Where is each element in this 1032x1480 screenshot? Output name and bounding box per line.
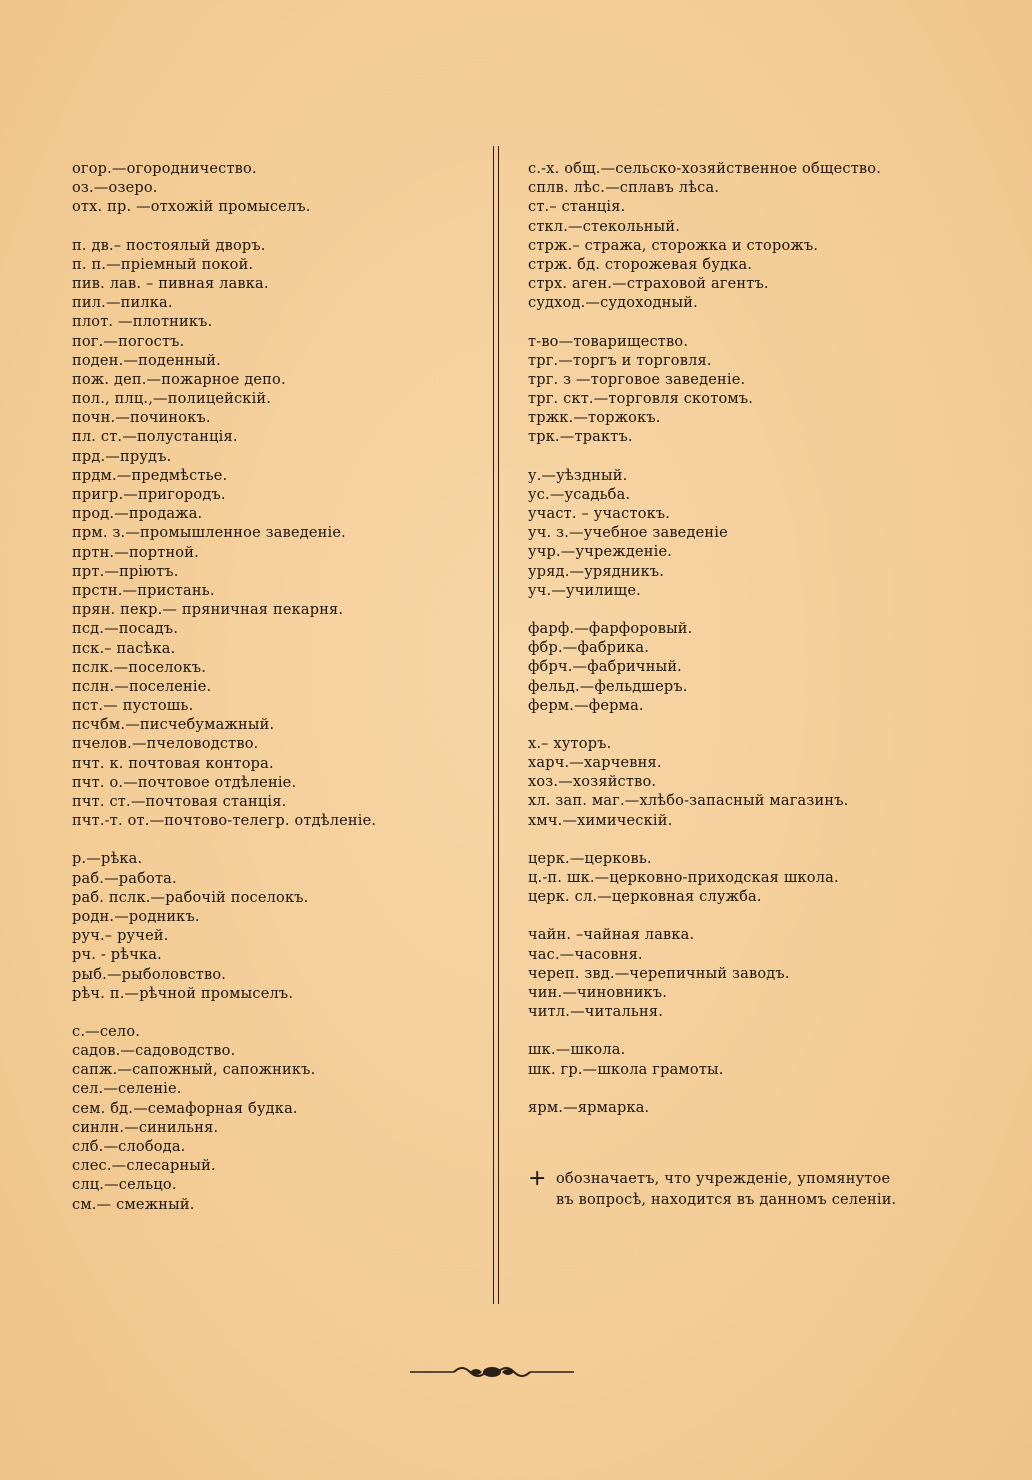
abbreviation-entry: пчт.-т. от.—почтово-телегр. отдѣленіе. xyxy=(72,813,377,830)
abbreviation-entry: оз.—озеро. xyxy=(72,180,158,197)
abbreviation-entry: учр.—учрежденіе. xyxy=(528,544,673,561)
abbreviation-entry: хмч.—химическій. xyxy=(528,812,673,829)
abbreviation-entry: см.— смежный. xyxy=(72,1196,195,1213)
abbreviation-entry: слб.—слобода. xyxy=(72,1139,186,1155)
abbreviation-entry: пртн.—портной. xyxy=(72,544,199,561)
abbreviation-group xyxy=(72,1023,492,1215)
abbreviation-entry: р.—рѣка. xyxy=(72,851,143,868)
abbreviation-entry: фарф.—фарфоровый. xyxy=(528,620,693,637)
abbreviation-group xyxy=(528,1099,968,1118)
abbreviation-entry: череп. звд.—черепичный заводъ. xyxy=(528,965,790,982)
abbreviation-entry: фельд.—фельдшеръ. xyxy=(528,678,688,695)
right-column xyxy=(528,160,968,1137)
abbreviation-entry: фбрч.—фабричный. xyxy=(528,659,682,676)
abbreviation-entry: прт.—пріютъ. xyxy=(72,563,179,580)
abbreviation-entry: читл.—читальня. xyxy=(528,1004,664,1021)
abbreviation-entry: садов.—садоводство. xyxy=(72,1043,236,1060)
abbreviation-entry: пчелов.—пчеловодство. xyxy=(72,736,259,753)
abbreviation-entry: шк. гр.—школа грамоты. xyxy=(528,1061,724,1078)
abbreviation-entry: хл. зап. маг.—хлѣбо-запасный магазинъ. xyxy=(528,793,849,810)
ornament-icon xyxy=(410,1362,574,1382)
abbreviation-group xyxy=(72,850,492,1004)
abbreviation-entry: родн.—родникъ. xyxy=(72,908,200,925)
abbreviation-entry: шк.—школа. xyxy=(528,1042,626,1059)
abbreviation-group xyxy=(528,735,968,831)
abbreviation-entry: прод.—продажа. xyxy=(72,506,203,523)
abbreviation-entry: чайн. –чайная лавка. xyxy=(528,927,695,944)
abbreviation-group xyxy=(528,620,968,716)
abbreviation-entry: стрж.– стража, сторожка и сторожъ. xyxy=(528,237,819,254)
abbreviation-entry: трк.—трактъ. xyxy=(528,429,633,446)
abbreviation-entry: церк. сл.—церковная служба. xyxy=(528,889,762,906)
abbreviation-entry: ц.-п. шк.—церковно-приходская школа. xyxy=(528,870,839,886)
abbreviation-entry: тржк.—торжокъ. xyxy=(528,410,661,427)
abbreviation-entry: стрх. аген.—страховой агентъ. xyxy=(528,276,769,293)
abbreviation-entry: пчт. о.—почтовое отдѣленіе. xyxy=(72,774,297,791)
abbreviation-entry: ус.—усадьба. xyxy=(528,486,631,503)
abbreviation-entry: пчт. к. почтовая контора. xyxy=(72,755,274,772)
abbreviation-entry: синлн.—синильня. xyxy=(72,1119,219,1136)
abbreviation-entry: рч. - рѣчка. xyxy=(72,947,162,964)
left-column xyxy=(72,160,492,1234)
abbreviation-entry: п. дв.– постоялый дворъ. xyxy=(72,237,266,254)
abbreviation-entry: сапж.—сапожный, сапожникъ. xyxy=(72,1062,316,1079)
abbreviation-entry: стрж. бд. сторожевая будка. xyxy=(528,256,753,273)
abbreviation-entry: пол., плц.,—полицейскій. xyxy=(72,391,272,408)
abbreviation-entry: у.—уѣздный. xyxy=(528,467,628,484)
abbreviation-entry: поден.—поденный. xyxy=(72,352,221,369)
abbreviation-entry: прдм.—предмѣстье. xyxy=(72,467,228,484)
abbreviation-entry: раб.—работа. xyxy=(72,870,177,887)
abbreviation-entry: хоз.—хозяйство. xyxy=(528,774,657,791)
abbreviation-entry: сткл.—стекольный. xyxy=(528,218,681,235)
footnote-line: въ вопросѣ, находится въ данномъ селеніи. xyxy=(556,1192,897,1208)
abbreviation-entry: т-во—товарищество. xyxy=(528,333,689,350)
cross-mark-icon: + xyxy=(528,1166,547,1191)
abbreviation-entry: х.– хуторъ. xyxy=(528,735,612,752)
abbreviation-entry: слес.—слесарный. xyxy=(72,1158,216,1175)
column-divider xyxy=(493,146,499,1304)
abbreviation-entry: с.-х. общ.—сельско-хозяйственное общество. xyxy=(528,161,882,177)
abbreviation-entry: пск.– пасѣка. xyxy=(72,640,176,657)
abbreviation-entry: пслк.—поселокъ. xyxy=(72,659,207,676)
abbreviation-group xyxy=(72,237,492,832)
abbreviation-entry: уряд.—урядникъ. xyxy=(528,563,665,580)
abbreviation-group xyxy=(528,467,968,601)
abbreviation-entry: пил.—пилка. xyxy=(72,295,173,312)
abbreviation-entry: трг. скт.—торговля скотомъ. xyxy=(528,391,754,408)
abbreviation-entry: трг.—торгъ и торговля. xyxy=(528,352,712,369)
abbreviation-entry: руч.– ручей. xyxy=(72,928,169,945)
abbreviation-entry: участ. – участокъ. xyxy=(528,506,671,522)
abbreviation-group xyxy=(528,1041,968,1079)
abbreviation-entry: пст.— пустошь. xyxy=(72,698,194,715)
abbreviation-entry: сем. бд.—семафорная будка. xyxy=(72,1100,298,1117)
abbreviation-entry: пслн.—поселеніе. xyxy=(72,678,212,695)
abbreviation-entry: пригр.—пригородъ. xyxy=(72,487,226,503)
abbreviation-group xyxy=(528,333,968,448)
footnote-text xyxy=(556,1169,896,1211)
footnote-line: обозначаетъ, что учрежденіе, упомянутое xyxy=(556,1171,891,1187)
abbreviation-entry: судход.—судоходный. xyxy=(528,295,698,312)
abbreviation-group xyxy=(528,850,968,908)
abbreviation-entry: рыб.—рыболовство. xyxy=(72,966,227,983)
abbreviation-group xyxy=(72,160,492,218)
abbreviation-entry: псчбм.—писчебумажный. xyxy=(72,717,275,734)
abbreviation-entry: раб. пслк.—рабочій поселокъ. xyxy=(72,889,309,906)
abbreviation-entry: почн.—починокъ. xyxy=(72,410,211,427)
abbreviation-entry: фбр.—фабрика. xyxy=(528,640,650,657)
abbreviation-entry: плот. —плотникъ. xyxy=(72,314,213,331)
abbreviation-entry: п. п.—пріемный покой. xyxy=(72,256,254,273)
abbreviation-group xyxy=(528,160,968,314)
abbreviation-entry: прстн.—пристань. xyxy=(72,582,215,599)
abbreviation-entry: отх. пр. —отхожій промыселъ. xyxy=(72,199,311,216)
abbreviation-entry: уч. з.—учебное заведеніе xyxy=(528,525,728,542)
abbreviation-entry: псд.—посадъ. xyxy=(72,621,179,638)
abbreviation-entry: пл. ст.—полустанція. xyxy=(72,429,238,446)
abbreviation-entry: рѣч. п.—рѣчной промыселъ. xyxy=(72,985,294,1002)
abbreviation-entry: церк.—церковь. xyxy=(528,850,652,867)
abbreviation-entry: пог.—погостъ. xyxy=(72,333,185,350)
abbreviation-entry: трг. з —торговое заведеніе. xyxy=(528,371,746,388)
abbreviation-group xyxy=(528,926,968,1022)
abbreviation-entry: харч.—харчевня. xyxy=(528,755,662,772)
abbreviation-entry: пож. деп.—пожарное депо. xyxy=(72,371,286,388)
abbreviation-entry: ферм.—ферма. xyxy=(528,697,644,714)
abbreviation-entry: огор.—огородничество. xyxy=(72,161,257,177)
abbreviation-entry: сплв. лѣс.—сплавъ лѣса. xyxy=(528,180,720,197)
abbreviation-entry: с.—село. xyxy=(72,1023,141,1040)
footnote xyxy=(528,1166,968,1211)
abbreviation-entry: прян. пекр.— пряничная пекарня. xyxy=(72,602,344,619)
abbreviation-entry: час.—часовня. xyxy=(528,946,643,963)
abbreviation-entry: пчт. ст.—почтовая станція. xyxy=(72,794,287,810)
abbreviation-entry: прд.—прудъ. xyxy=(72,448,172,465)
abbreviation-entry: пив. лав. – пивная лавка. xyxy=(72,275,269,292)
abbreviation-entry: уч.—училище. xyxy=(528,582,641,599)
abbreviation-entry: чин.—чиновникъ. xyxy=(528,984,668,1001)
abbreviation-entry: ярм.—ярмарка. xyxy=(528,1099,650,1116)
abbreviation-entry: ст.– станція. xyxy=(528,199,626,216)
abbreviation-entry: слц.—сельцо. xyxy=(72,1177,177,1194)
abbreviation-entry: прм. з.—промышленное заведеніе. xyxy=(72,525,346,542)
abbreviation-entry: сел.—селеніе. xyxy=(72,1081,182,1098)
